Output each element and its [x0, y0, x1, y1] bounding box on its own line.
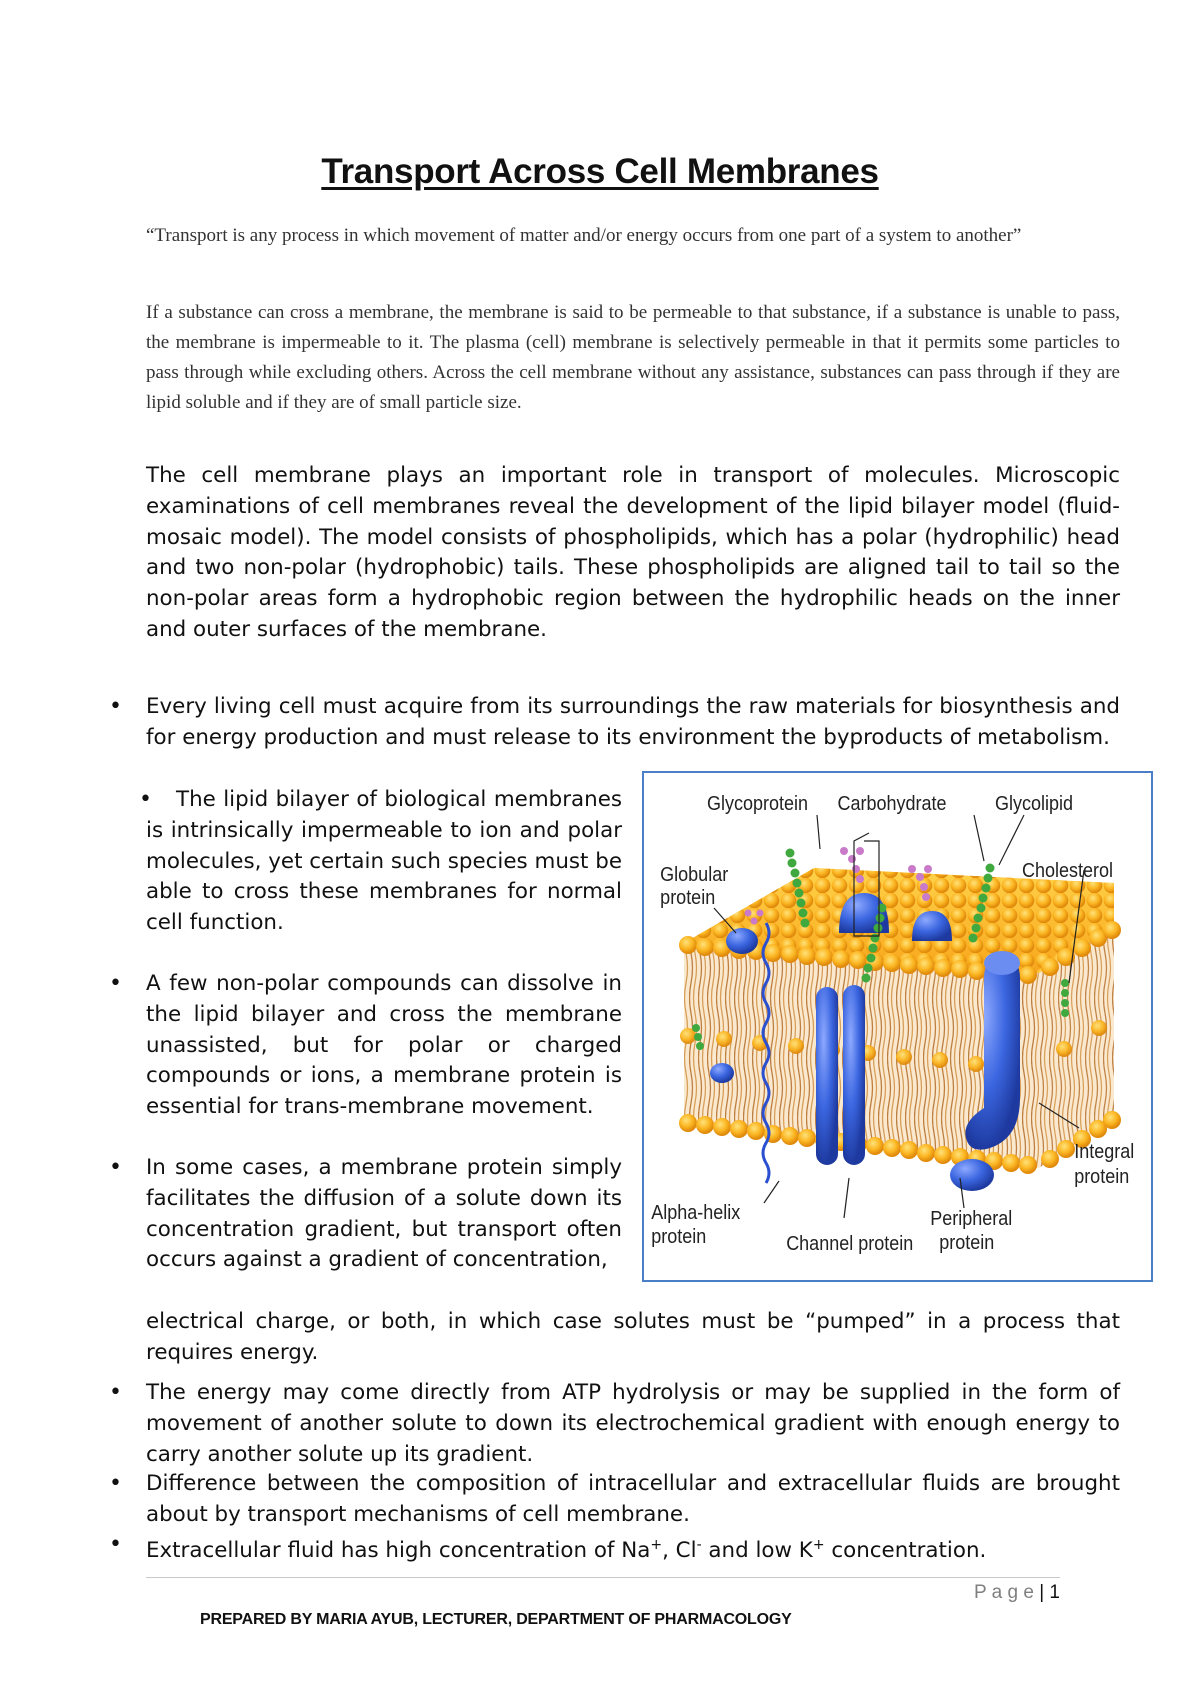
- bullet-item: • Difference between the composition of intracellular and extracellular fluids are brought about by transport mechanisms of cell membrane.: [146, 1469, 1120, 1531]
- ion-text-middle: , Cl: [662, 1538, 697, 1564]
- label-peripheral-line1: Peripheral: [930, 1208, 1013, 1231]
- page-label: P a g e: [974, 1582, 1034, 1603]
- page-number-value: 1: [1049, 1582, 1060, 1603]
- label-integral-line1: Integral: [1074, 1141, 1135, 1164]
- bullet-item-continuation: electrical charge, or both, in which case solutes must be “pumped” in a process that requires energy.: [146, 1309, 1120, 1365]
- label-carbohydrate: Carbohydrate: [837, 793, 947, 816]
- page-separator: |: [1039, 1582, 1045, 1603]
- cell-membrane-figure: [642, 771, 1153, 1282]
- bullet-item: • Every living cell must acquire from its surroundings the raw materials for biosynthesis and for energy production and must release to its environment the byproducts of metabolism.: [146, 692, 1120, 754]
- ion-text-middle: and low K: [701, 1538, 813, 1564]
- bullet-item: • In some cases, a membrane protein simply facilitates the diffusion of a solute down its concentration gradient, but transport often occurs against a gradient of concentration,: [146, 1153, 622, 1276]
- label-alpha-helix-line1: Alpha-helix: [651, 1202, 741, 1225]
- bullet-item: • The lipid bilayer of biological membranes is intrinsically impermeable to ion and polar molecules, yet certain such species must be able to cross these membranes for normal cell function.: [146, 785, 622, 939]
- ion-text-prefix: Extracellular fluid has high concentration of Na: [146, 1538, 651, 1564]
- label-channel-protein: Channel protein: [786, 1233, 914, 1256]
- footer-divider: [146, 1577, 1060, 1578]
- bullet-item: • The energy may come directly from ATP hydrolysis or may be supplied in the form of movement of another solute to down its electrochemical gradient with enough energy to carry another solute up its gradient.: [146, 1378, 1120, 1470]
- label-globular-line1: Globular: [660, 864, 729, 887]
- bullet-item-ion-concentration: [146, 1530, 1120, 1567]
- page-title: Transport Across Cell Membranes: [321, 152, 879, 191]
- label-peripheral-line2: protein: [939, 1232, 995, 1255]
- label-integral-line2: protein: [1074, 1166, 1130, 1189]
- label-glycoprotein: Glycoprotein: [707, 793, 808, 816]
- bullet-item: • A few non-polar compounds can dissolve in the lipid bilayer and cross the membrane unassisted, but for polar or charged compounds or ions, a membrane protein is essential for trans-membrane movement.: [146, 969, 622, 1123]
- label-alpha-helix-line2: protein: [651, 1226, 707, 1249]
- prepared-by-footer: PREPARED BY MARIA AYUB, LECTURER, DEPARTMENT OF PHARMACOLOGY: [200, 1611, 792, 1628]
- label-cholesterol: Cholesterol: [1022, 860, 1113, 883]
- ion-superscript: -: [696, 1537, 702, 1553]
- page-number: [960, 1582, 1060, 1604]
- membrane-paragraph: The cell membrane plays an important role in transport of molecules. Microscopic examinations of cell membranes reveal the development of the lipid bilayer model (fluid-mosaic model). The model consists of phospholipids, which has a polar (hydrophilic) head and two non-polar (hydrophobic) tails. These phospholipids are aligned tail to tail so the non-polar areas form a hydrophobic region between the hydrophilic heads on the inner and outer surfaces of the membrane.: [146, 463, 1120, 642]
- label-glycolipid: Glycolipid: [995, 793, 1073, 816]
- label-globular-line2: protein: [660, 887, 716, 910]
- ion-superscript: +: [650, 1537, 663, 1553]
- ion-superscript: +: [812, 1537, 825, 1553]
- fluid-mosaic-diagram: [644, 773, 1151, 1280]
- definition-quote: “Transport is any process in which movement of matter and/or energy occurs from one part of a system to another”: [146, 225, 1022, 246]
- ion-text-suffix: concentration.: [824, 1538, 987, 1564]
- permeability-paragraph: If a substance can cross a membrane, the membrane is said to be permeable to that substance, if a substance is unable to pass, the membrane is impermeable to it. The plasma (cell) membrane is selectively permeable in that it permits some particles to pass through while excluding others. Across the cell membrane without any assistance, substances can pass through if they are lipid soluble and if they are of small particle size.: [146, 302, 1120, 413]
